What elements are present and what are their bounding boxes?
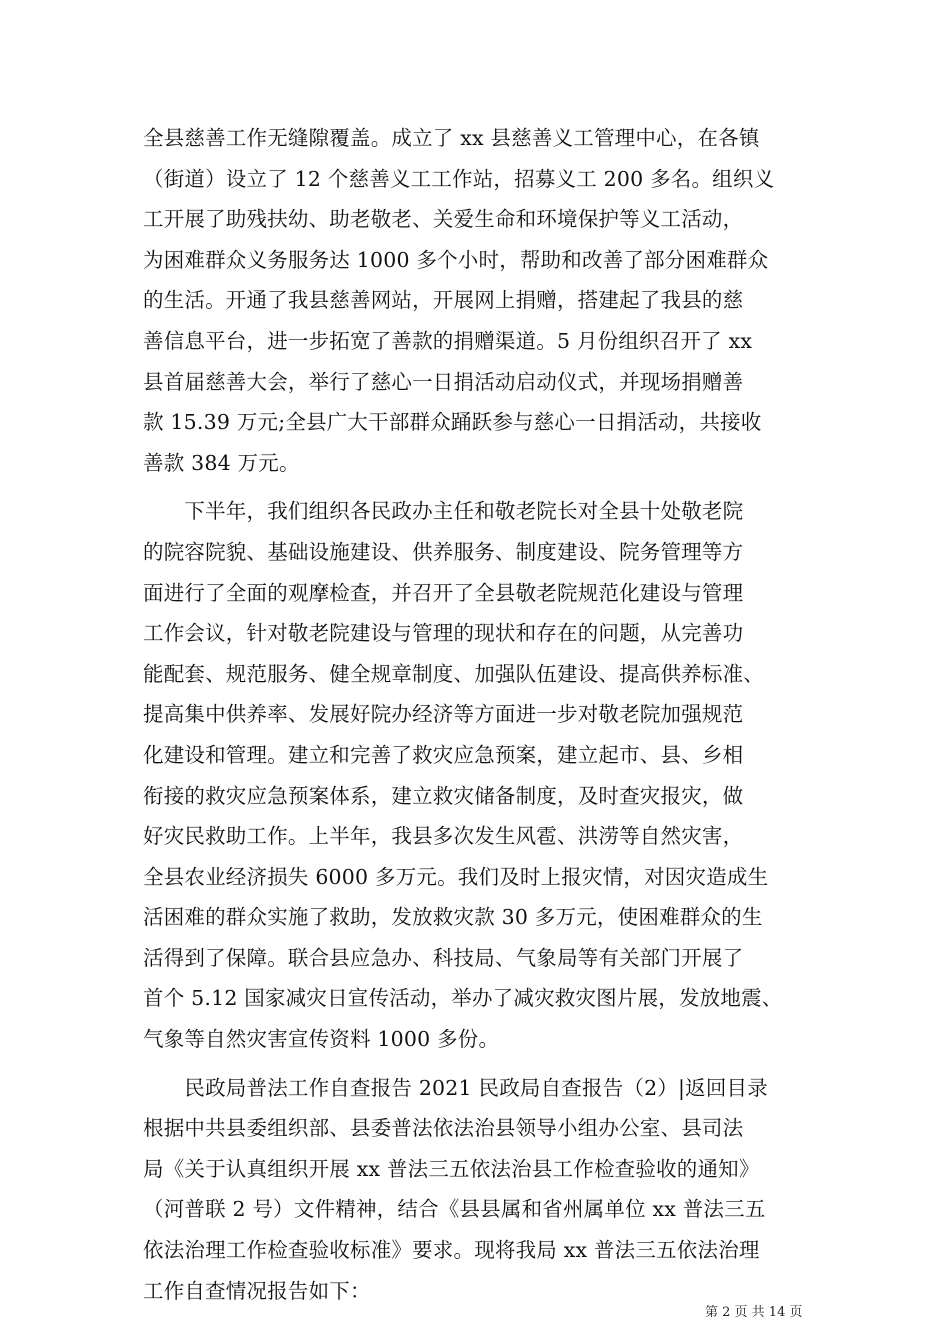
text-line: 首个 5.12 国家减灾日宣传活动，举办了减灾救灾图片展，发放地震、: [143, 986, 783, 1011]
text-line: 工作会议，针对敬老院建设与管理的现状和存在的问题，从完善功: [143, 621, 744, 646]
text-line: 工作自查情况报告如下：: [143, 1278, 371, 1303]
text-line: 下半年，我们组织各民政办主任和敬老院长对全县十处敬老院: [143, 499, 744, 524]
text-line: 衔接的救灾应急预案体系，建立救灾储备制度，及时查灾报灾，做: [143, 783, 744, 808]
paragraph-spacer: [143, 1060, 813, 1068]
text-line: （河普联 2 号）文件精神，结合《县县属和省州属单位 xx 普法三五: [143, 1197, 766, 1222]
text-line: 能配套、规范服务、健全规章制度、加强队伍建设、提高供养标准、: [143, 661, 764, 686]
paragraph-elderly-care: [143, 491, 813, 1059]
text-line: 全县农业经济损失 6000 多万元。我们及时上报灾情，对因灾造成生: [143, 864, 769, 889]
text-line: 依法治理工作检查验收标准》要求。现将我局 xx 普法三五依法治理: [143, 1238, 760, 1263]
text-line: 为困难群众义务服务达 1000 多个小时，帮助和改善了部分困难群众: [143, 247, 769, 272]
text-line: 的院容院貌、基础设施建设、供养服务、制度建设、院务管理等方: [143, 539, 744, 564]
text-line: 局《关于认真组织开展 xx 普法三五依法治县工作检查验收的通知》: [143, 1156, 760, 1181]
text-line: 活困难的群众实施了救助，发放救灾款 30 多万元，使困难群众的生: [143, 905, 763, 930]
paragraph-spacer: [143, 483, 813, 491]
text-line: 工开展了助残扶幼、助老敬老、关爱生命和环境保护等义工活动，: [143, 207, 744, 232]
paragraph-charity: [143, 118, 813, 483]
text-line: 活得到了保障。联合县应急办、科技局、气象局等有关部门开展了: [143, 945, 744, 970]
text-line: 根据中共县委组织部、县委普法依法治县领导小组办公室、县司法: [143, 1116, 744, 1141]
text-line: 提高集中供养率、发展好院办经济等方面进一步对敬老院加强规范: [143, 702, 744, 727]
text-line: 款 15.39 万元;全县广大干部群众踊跃参与慈心一日捐活动，共接收: [143, 410, 762, 435]
text-line: 善信息平台，进一步拓宽了善款的捐赠渠道。5 月份组织召开了 xx: [143, 328, 753, 353]
text-line: 民政局普法工作自查报告 2021 民政局自查报告（2）|返回目录: [143, 1075, 768, 1100]
text-line: （街道）设立了 12 个慈善义工工作站，招募义工 200 多名。组织义: [143, 166, 775, 191]
text-line: 化建设和管理。建立和完善了救灾应急预案，建立起市、县、乡相: [143, 742, 744, 767]
text-line: 气象等自然灾害宣传资料 1000 多份。: [143, 1027, 500, 1052]
text-line: 的生活。开通了我县慈善网站，开展网上捐赠，搭建起了我县的慈: [143, 288, 744, 313]
paragraph-legal-report: [143, 1068, 813, 1312]
document-body: [143, 118, 813, 1311]
text-line: 善款 384 万元。: [143, 450, 300, 475]
text-line: 好灾民救助工作。上半年，我县多次发生风雹、洪涝等自然灾害，: [143, 824, 744, 849]
text-line: 县首届慈善大会，举行了慈心一日捐活动启动仪式，并现场捐赠善: [143, 369, 744, 394]
text-line: 全县慈善工作无缝隙覆盖。成立了 xx 县慈善义工管理中心，在各镇: [143, 126, 760, 150]
page-number: 第 2 页 共 14 页: [705, 1305, 803, 1320]
text-line: 面进行了全面的观摩检查，并召开了全县敬老院规范化建设与管理: [143, 580, 744, 605]
